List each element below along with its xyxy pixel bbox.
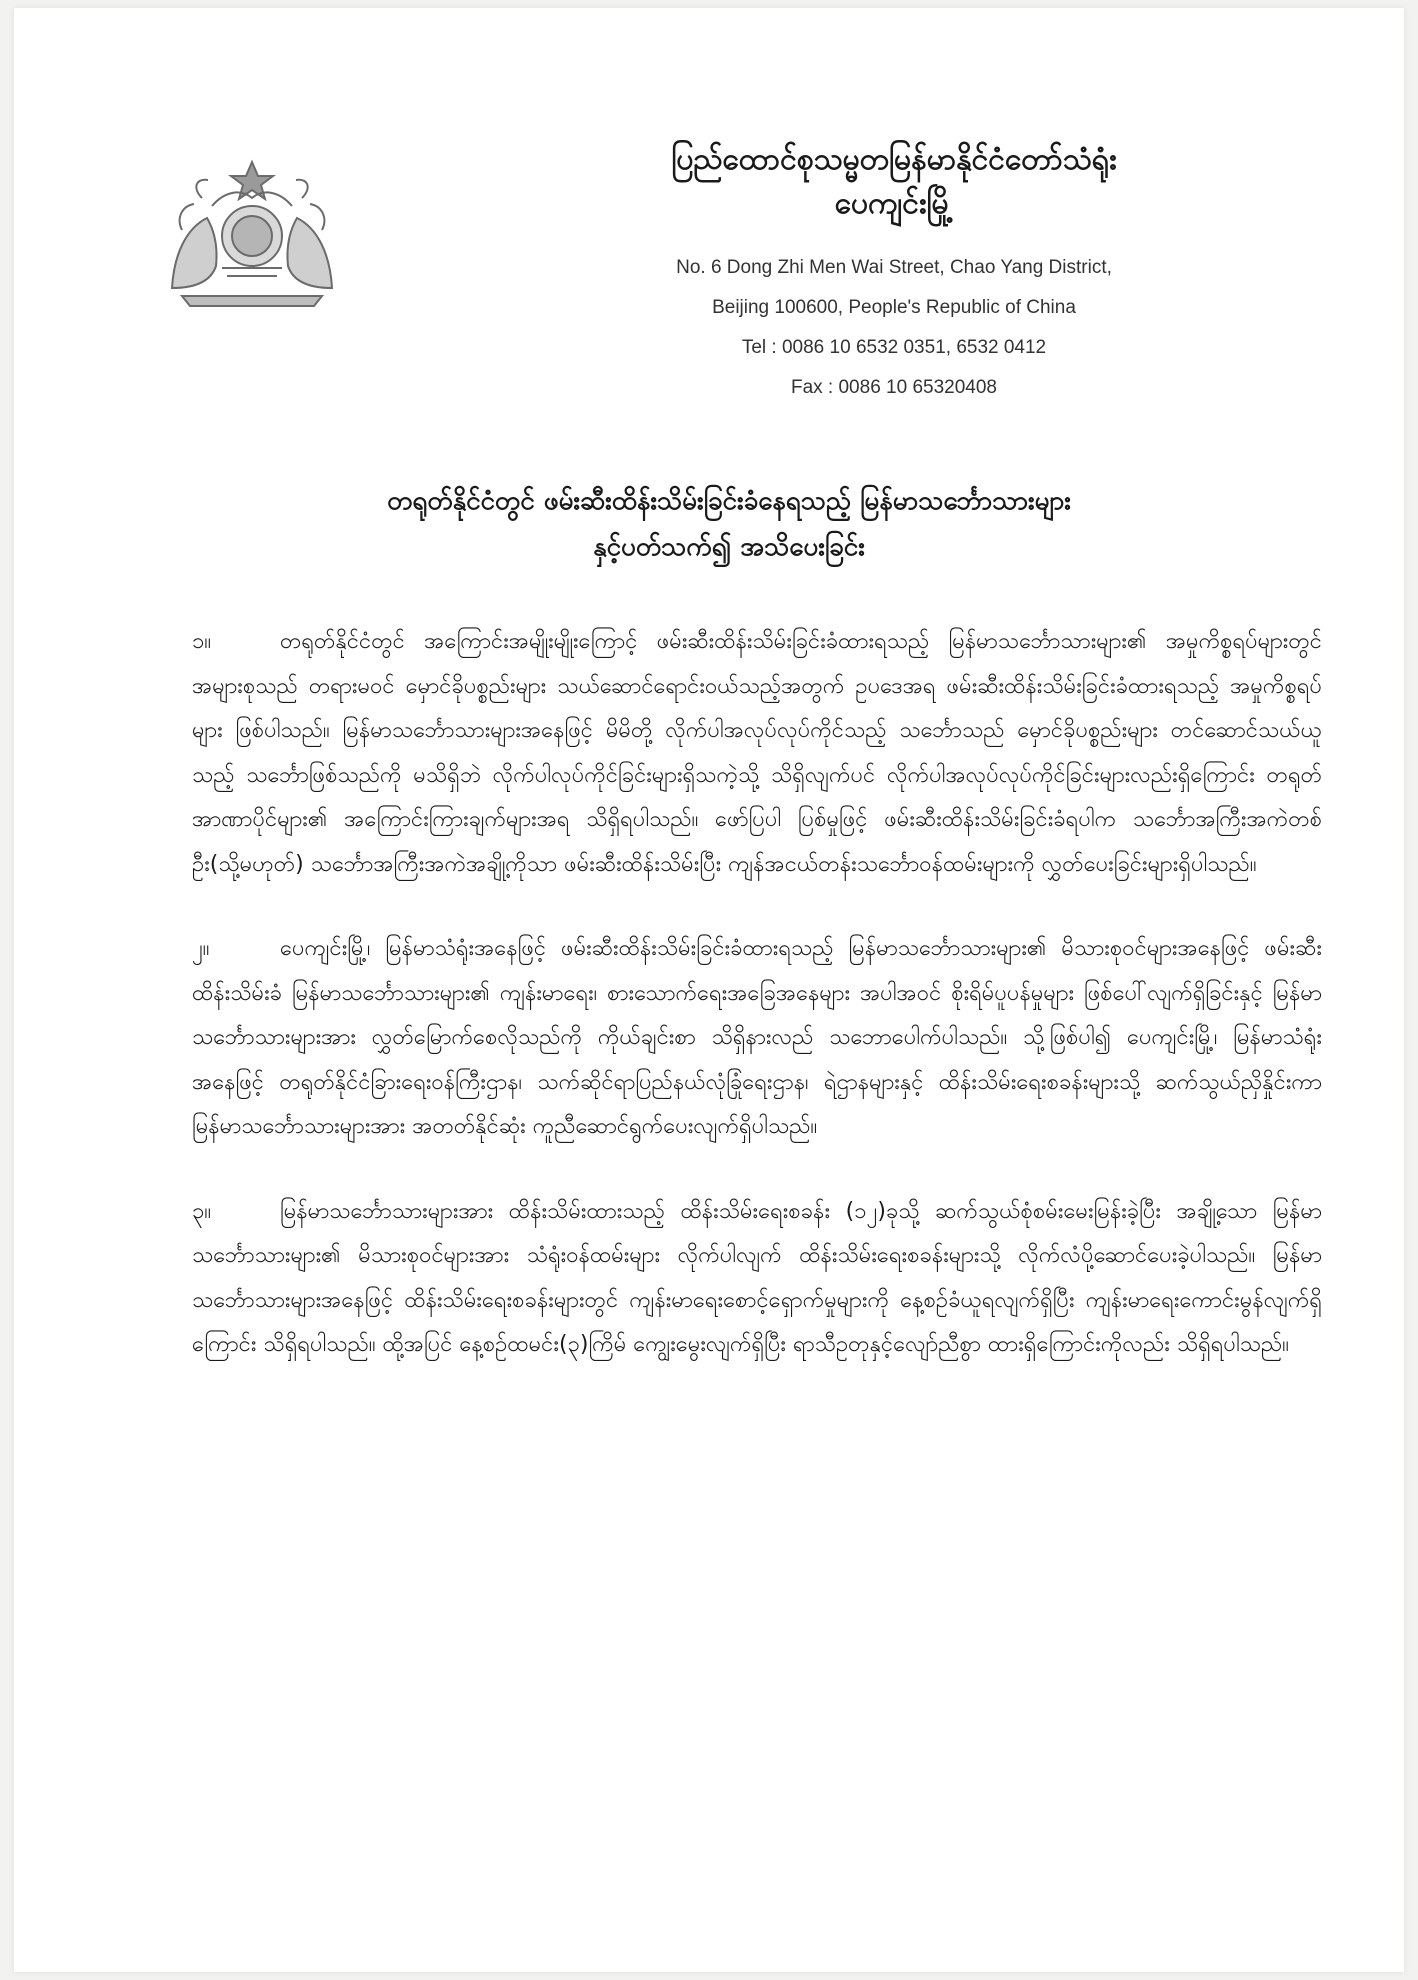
address-line-2: Beijing 100600, People's Republic of China: [712, 297, 1076, 318]
state-seal-emblem-icon: [152, 158, 352, 308]
paragraph-2: [192, 927, 1322, 1150]
paragraph-number: ၃။: [192, 1198, 212, 1224]
paragraph-number: ၂။: [192, 936, 210, 961]
paragraph-3: [192, 1190, 1322, 1368]
embassy-city: ပေကျင်းမြို့: [834, 186, 954, 221]
document-title: [164, 478, 1294, 570]
paragraph-text: တရုတ်နိုင်ငံတွင် အကြောင်းအမျိုးမျိုးကြောင့် ဖမ်းဆီးထိန်းသိမ်းခြင်းခံထားရသည့် မြန်မာသင်္ဘောသားများ၏ အမှုကိစ္စရပ်များတွင် အများစုသည် တရားမဝင် မှောင်ခိုပစ္စည်းများ သယ်ဆောင်ရောင်းဝယ်သည့်အတွက် ဥပဒေအရ ဖမ်းဆီးထိန်းသိမ်းခြင်းခံထားရသည့် အမှုကိစ္စရပ်များ ဖြစ်ပါသည်။ မြန်မာသင်္ဘောသားများအနေဖြင့် မိမိတို့ လိုက်ပါအလုပ်လုပ်ကိုင်သည့် သင်္ဘောသည် မှောင်ခိုပစ္စည်းများ တင်ဆောင်သယ်ယူသည့် သင်္ဘောဖြစ်သည်ကို မသိရှိဘဲ လိုက်ပါလုပ်ကိုင်ခြင်းများရှိသကဲ့သို့ သိရှိလျက်ပင် လိုက်ပါအလုပ်လုပ်ကိုင်ခြင်းများလည်းရှိကြောင်း တရုတ်အာဏာပိုင်များ၏ အကြောင်းကြားချက်များအရ သိရှိရပါသည်။ ဖော်ပြပါ ပြစ်မှုဖြင့် ဖမ်းဆီးထိန်းသိမ်းခြင်းခံရပါက သင်္ဘောအကြီးအကဲတစ်ဦး(သို့မဟုတ်) သင်္ဘောအကြီးအကဲအချို့ကိုသာ ဖမ်းဆီးထိန်းသိမ်းပြီး ကျန်အငယ်တန်းသင်္ဘောဝန်ထမ်းများကို လွှတ်ပေးခြင်းများရှိပါသည်။: [192, 629, 1322, 877]
paragraph-1: [192, 620, 1322, 887]
title-line-2: နှင့်ပတ်သက်၍ အသိပေးခြင်း: [593, 532, 865, 562]
telephone: Tel : 0086 10 6532 0351, 6532 0412: [741, 337, 1047, 358]
title-line-1: တရုတ်နိုင်ငံတွင် ဖမ်းဆီးထိန်းသိမ်းခြင်းခံနေရသည့် မြန်မာသင်္ဘောသားများ: [387, 486, 1071, 516]
address-line-1: No. 6 Dong Zhi Men Wai Street, Chao Yang District,: [676, 257, 1112, 278]
paragraph-text: ပေကျင်းမြို့၊ မြန်မာသံရုံးအနေဖြင့် ဖမ်းဆီးထိန်းသိမ်းခြင်းခံထားရသည့် မြန်မာသင်္ဘောသားများ၏ မိသားစုဝင်များအနေဖြင့် ဖမ်းဆီးထိန်းသိမ်းခံ မြန်မာသင်္ဘောသားများ၏ ကျန်းမာရေး၊ စားသောက်ရေးအခြေအနေများ အပါအဝင် စိုးရိမ်ပူပန်မှုများ ဖြစ်ပေါ်လျက်ရှိခြင်းနှင့် မြန်မာသင်္ဘောသားများအား လွှတ်မြောက်စေလိုသည်ကို ကိုယ်ချင်းစာ သိရှိနားလည် သဘောပေါက်ပါသည်။ သို့ဖြစ်ပါ၍ ပေကျင်းမြို့၊ မြန်မာသံရုံးအနေဖြင့် တရုတ်နိုင်ငံခြားရေးဝန်ကြီးဌာန၊ သက်ဆိုင်ရာပြည်နယ်လုံခြုံရေးဌာန၊ ရဲဌာနများနှင့် ထိန်းသိမ်းရေးစခန်းများသို့ ဆက်သွယ်ညှိနှိုင်းကာ မြန်မာသင်္ဘောသားများအား အတတ်နိုင်ဆုံး ကူညီဆောင်ရွက်ပေးလျက်ရှိပါသည်။: [192, 936, 1322, 1139]
document-page: [14, 8, 1404, 1972]
contact-info: [614, 248, 1174, 408]
paragraph-number: ၁။: [192, 629, 212, 654]
paragraph-text: မြန်မာသင်္ဘောသားများအား ထိန်းသိမ်းထားသည့် ထိန်းသိမ်းရေးစခန်း (၁၂)ခုသို့ ဆက်သွယ်စုံစမ်းမေးမြန်းခဲ့ပြီး အချို့သော မြန်မာသင်္ဘောသားများ၏ မိသားစုဝင်များအား သံရုံးဝန်ထမ်းများ လိုက်ပါလျက် ထိန်းသိမ်းရေးစခန်းများသို့ လိုက်လံပို့ဆောင်ပေးခဲ့ပါသည်။ မြန်မာသင်္ဘောသားများအနေဖြင့် ထိန်းသိမ်းရေးစခန်းများတွင် ကျန်းမာရေးစောင့်ရှောက်မှုများကို နေ့စဉ်ခံယူရလျက်ရှိပြီး ကျန်းမာရေးကောင်းမွန်လျက်ရှိကြောင်း သိရှိရပါသည်။ ထို့အပြင် နေ့စဉ်ထမင်း(၃)ကြိမ် ကျွေးမွေးလျက်ရှိပြီး ရာသီဥတုနှင့်လျော်ညီစွာ ထားရှိကြောင်းကိုလည်း သိရှိရပါသည်။: [192, 1198, 1322, 1357]
embassy-name: ပြည်ထောင်စုသမ္မတမြန်မာနိုင်ငံတော်သံရုံး: [671, 142, 1117, 177]
document-body: [192, 620, 1322, 1408]
fax: Fax : 0086 10 65320408: [790, 377, 997, 398]
letterhead: [614, 138, 1174, 408]
